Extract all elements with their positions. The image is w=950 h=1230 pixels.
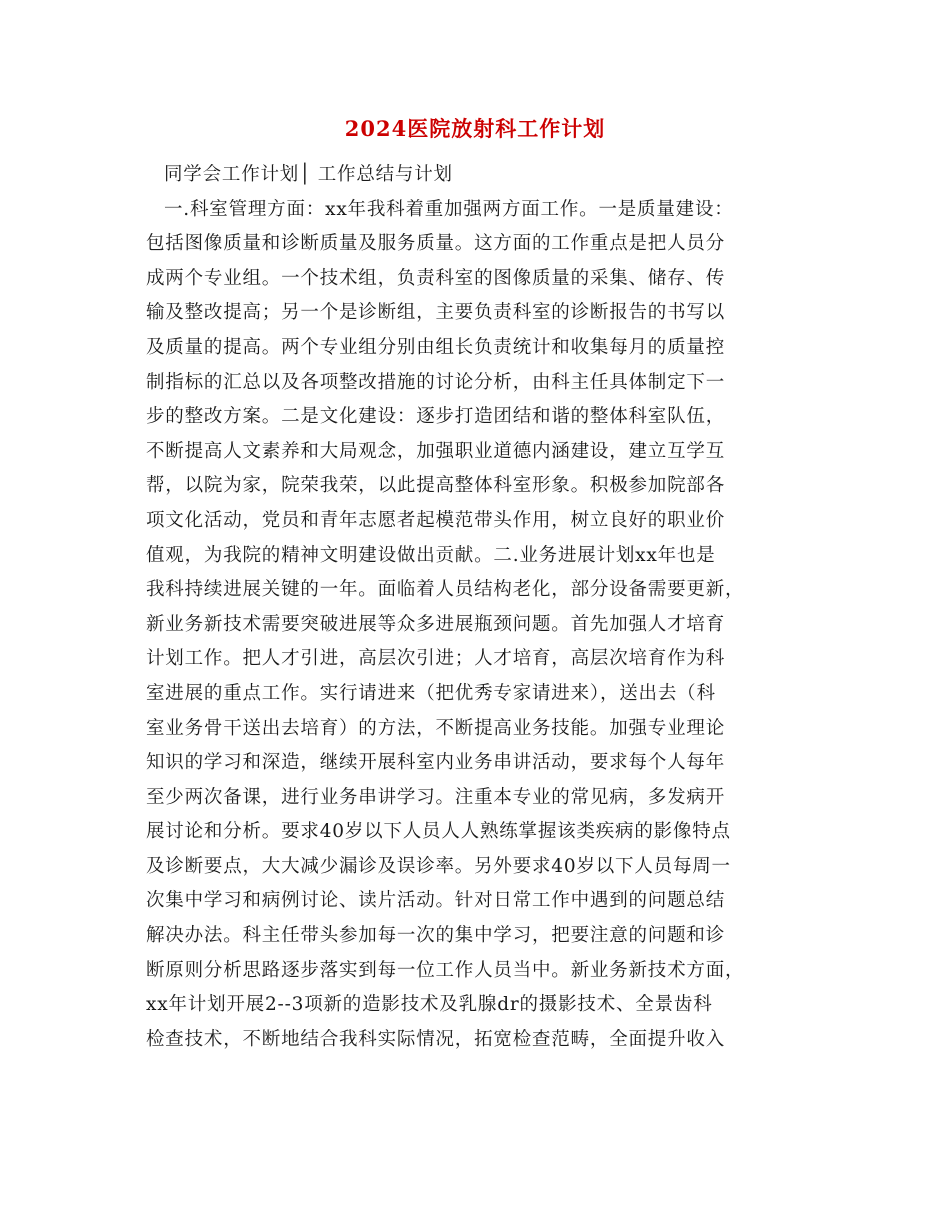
body-line: 断原则分析思路逐步落实到每一位工作人员当中。新业务新技术方面， <box>146 959 745 981</box>
body-line: 新业务新技术需要突破进展等众多进展瓶颈问题。首先加强人才培育 <box>146 613 726 635</box>
body-line: 解决办法。科主任带头参加每一次的集中学习，把要注意的问题和诊 <box>146 925 726 947</box>
body-line: 同学会工作计划│ 工作总结与计划 <box>164 164 453 185</box>
body-line: 我科持续进展关键的一年。面临着人员结构老化，部分设备需要更新， <box>146 579 745 601</box>
body-line: 室业务骨干送出去培育）的方法，不断提高业务技能。加强专业理论 <box>146 717 726 739</box>
body-line: 帮，以院为家，院荣我荣，以此提高整体科室形象。积极参加院部各 <box>146 475 726 497</box>
document-title: 2024医院放射科工作计划 <box>344 116 606 141</box>
body-line: xx年计划开展2--3项新的造影技术及乳腺dr的摄影技术、全景齿科 <box>146 994 713 1016</box>
body-line: 计划工作。把人才引进，高层次引进；人才培育，高层次培育作为科 <box>146 648 726 670</box>
document-body <box>146 158 812 1057</box>
body-line: 制指标的汇总以及各项整改措施的讨论分析，由科主任具体制定下一 <box>146 371 726 393</box>
body-line: 成两个专业组。一个技术组，负责科室的图像质量的采集、储存、传 <box>146 267 726 289</box>
body-line: 室进展的重点工作。实行请进来（把优秀专家请进来），送出去（科 <box>146 682 716 704</box>
body-line: 步的整改方案。二是文化建设：逐步打造团结和谐的整体科室队伍， <box>146 406 726 428</box>
body-line: 值观，为我院的精神文明建设做出贡献。二.业务进展计划xx年也是 <box>146 544 716 566</box>
body-line: 至少两次备课，进行业务串讲学习。注重本专业的常见病，多发病开 <box>146 786 726 808</box>
body-line: 不断提高人文素养和大局观念，加强职业道德内涵建设，建立互学互 <box>146 440 726 462</box>
body-line: 次集中学习和病例讨论、读片活动。针对日常工作中遇到的问题总结 <box>146 890 726 912</box>
body-line: 及质量的提高。两个专业组分别由组长负责统计和收集每月的质量控 <box>146 336 726 358</box>
body-line: 一.科室管理方面：xx年我科着重加强两方面工作。一是质量建设： <box>164 198 734 220</box>
body-line: 及诊断要点，大大减少漏诊及误诊率。另外要求40岁以下人员每周一 <box>146 855 731 877</box>
body-line: 项文化活动，党员和青年志愿者起模范带头作用，树立良好的职业价 <box>146 509 726 531</box>
body-line: 展讨论和分析。要求40岁以下人员人人熟练掌握该类疾病的影像特点 <box>146 821 731 843</box>
body-line: 输及整改提高；另一个是诊断组，主要负责科室的诊断报告的书写以 <box>146 302 726 324</box>
body-line: 知识的学习和深造，继续开展科室内业务串讲活动，要求每个人每年 <box>146 752 726 774</box>
body-line: 检查技术，不断地结合我科实际情况，拓宽检查范畴，全面提升收入 <box>146 1028 726 1050</box>
body-line: 包括图像质量和诊断质量及服务质量。这方面的工作重点是把人员分 <box>146 233 726 255</box>
